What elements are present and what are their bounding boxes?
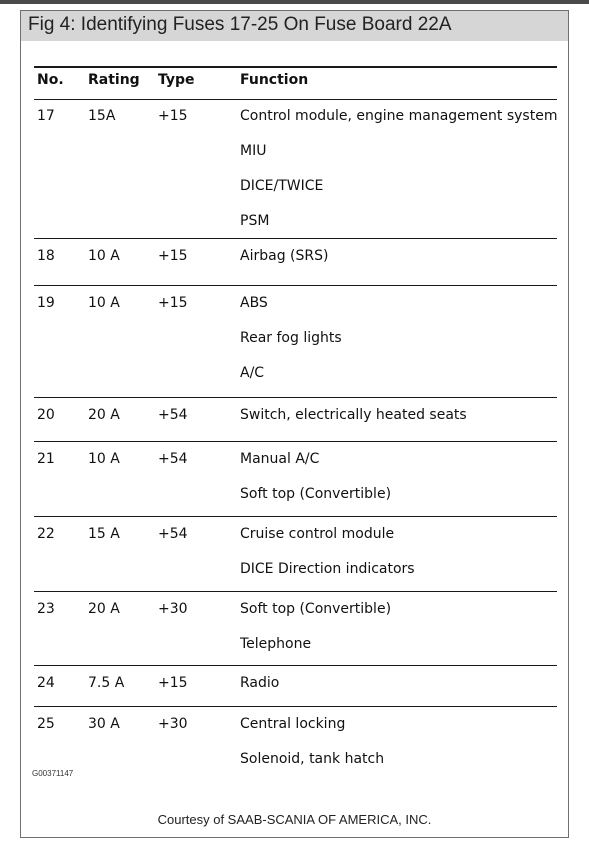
top-border [0,0,589,4]
fuse-rating: 15A [88,108,116,124]
row-divider [34,665,557,666]
image-code: G00371147 [32,769,74,778]
fuse-function: A/C [240,365,265,381]
fuse-function: MIU [240,143,267,159]
row-divider [34,706,557,707]
fuse-function: Soft top (Convertible) [240,601,392,617]
fuse-number: 25 [37,716,55,732]
header-function: Function [240,72,309,88]
header-top-rule [34,66,557,68]
fuse-type: +54 [158,526,188,542]
fuse-type: +54 [158,407,188,423]
fuse-rating: 10 A [88,295,120,311]
row-divider [34,591,557,592]
header-no: No. [37,72,64,88]
fuse-function: Central locking [240,716,346,732]
fuse-type: +30 [158,716,188,732]
fuse-function: ABS [240,295,268,311]
fuse-number: 19 [37,295,55,311]
fuse-number: 22 [37,526,55,542]
fuse-type: +30 [158,601,188,617]
fuse-rating: 20 A [88,601,120,617]
fuse-type: +15 [158,108,188,124]
fuse-number: 17 [37,108,55,124]
fuse-function: DICE/TWICE [240,178,324,194]
fuse-function: Radio [240,675,280,691]
fuse-function: Airbag (SRS) [240,248,329,264]
fuse-type: +15 [158,675,188,691]
fuse-function: Rear fog lights [240,330,342,346]
fuse-rating: 30 A [88,716,120,732]
fuse-function: DICE Direction indicators [240,561,415,577]
header-type: Type [158,72,195,88]
fuse-number: 18 [37,248,55,264]
row-divider [34,285,557,286]
fuse-rating: 15 A [88,526,120,542]
title-bar [21,11,568,41]
header-bottom-rule [34,99,557,100]
fuse-rating: 20 A [88,407,120,423]
fuse-function: Telephone [240,636,312,652]
fuse-rating: 10 A [88,248,120,264]
fuse-function: Solenoid, tank hatch [240,751,385,767]
row-divider [34,397,557,398]
fuse-type: +15 [158,248,188,264]
fuse-function: Switch, electrically heated seats [240,407,467,423]
fuse-number: 20 [37,407,55,423]
header-rating: Rating [88,72,140,88]
row-divider [34,238,557,239]
fuse-number: 21 [37,451,55,467]
row-divider [34,441,557,442]
fuse-rating: 7.5 A [88,675,125,691]
fuse-function: PSM [240,213,270,229]
fuse-type: +54 [158,451,188,467]
fuse-type: +15 [158,295,188,311]
figure-frame [20,10,569,838]
fuse-number: 23 [37,601,55,617]
fuse-function: Manual A/C [240,451,320,467]
fuse-function: Soft top (Convertible) [240,486,392,502]
row-divider [34,516,557,517]
fuse-function: Cruise control module [240,526,395,542]
fuse-function: Control module, engine management system [240,108,558,124]
fuse-rating: 10 A [88,451,120,467]
figure-title: Fig 4: Identifying Fuses 17-25 On Fuse Board 22A [28,14,452,35]
courtesy-line: Courtesy of SAAB-SCANIA OF AMERICA, INC. [157,812,432,827]
fuse-number: 24 [37,675,55,691]
